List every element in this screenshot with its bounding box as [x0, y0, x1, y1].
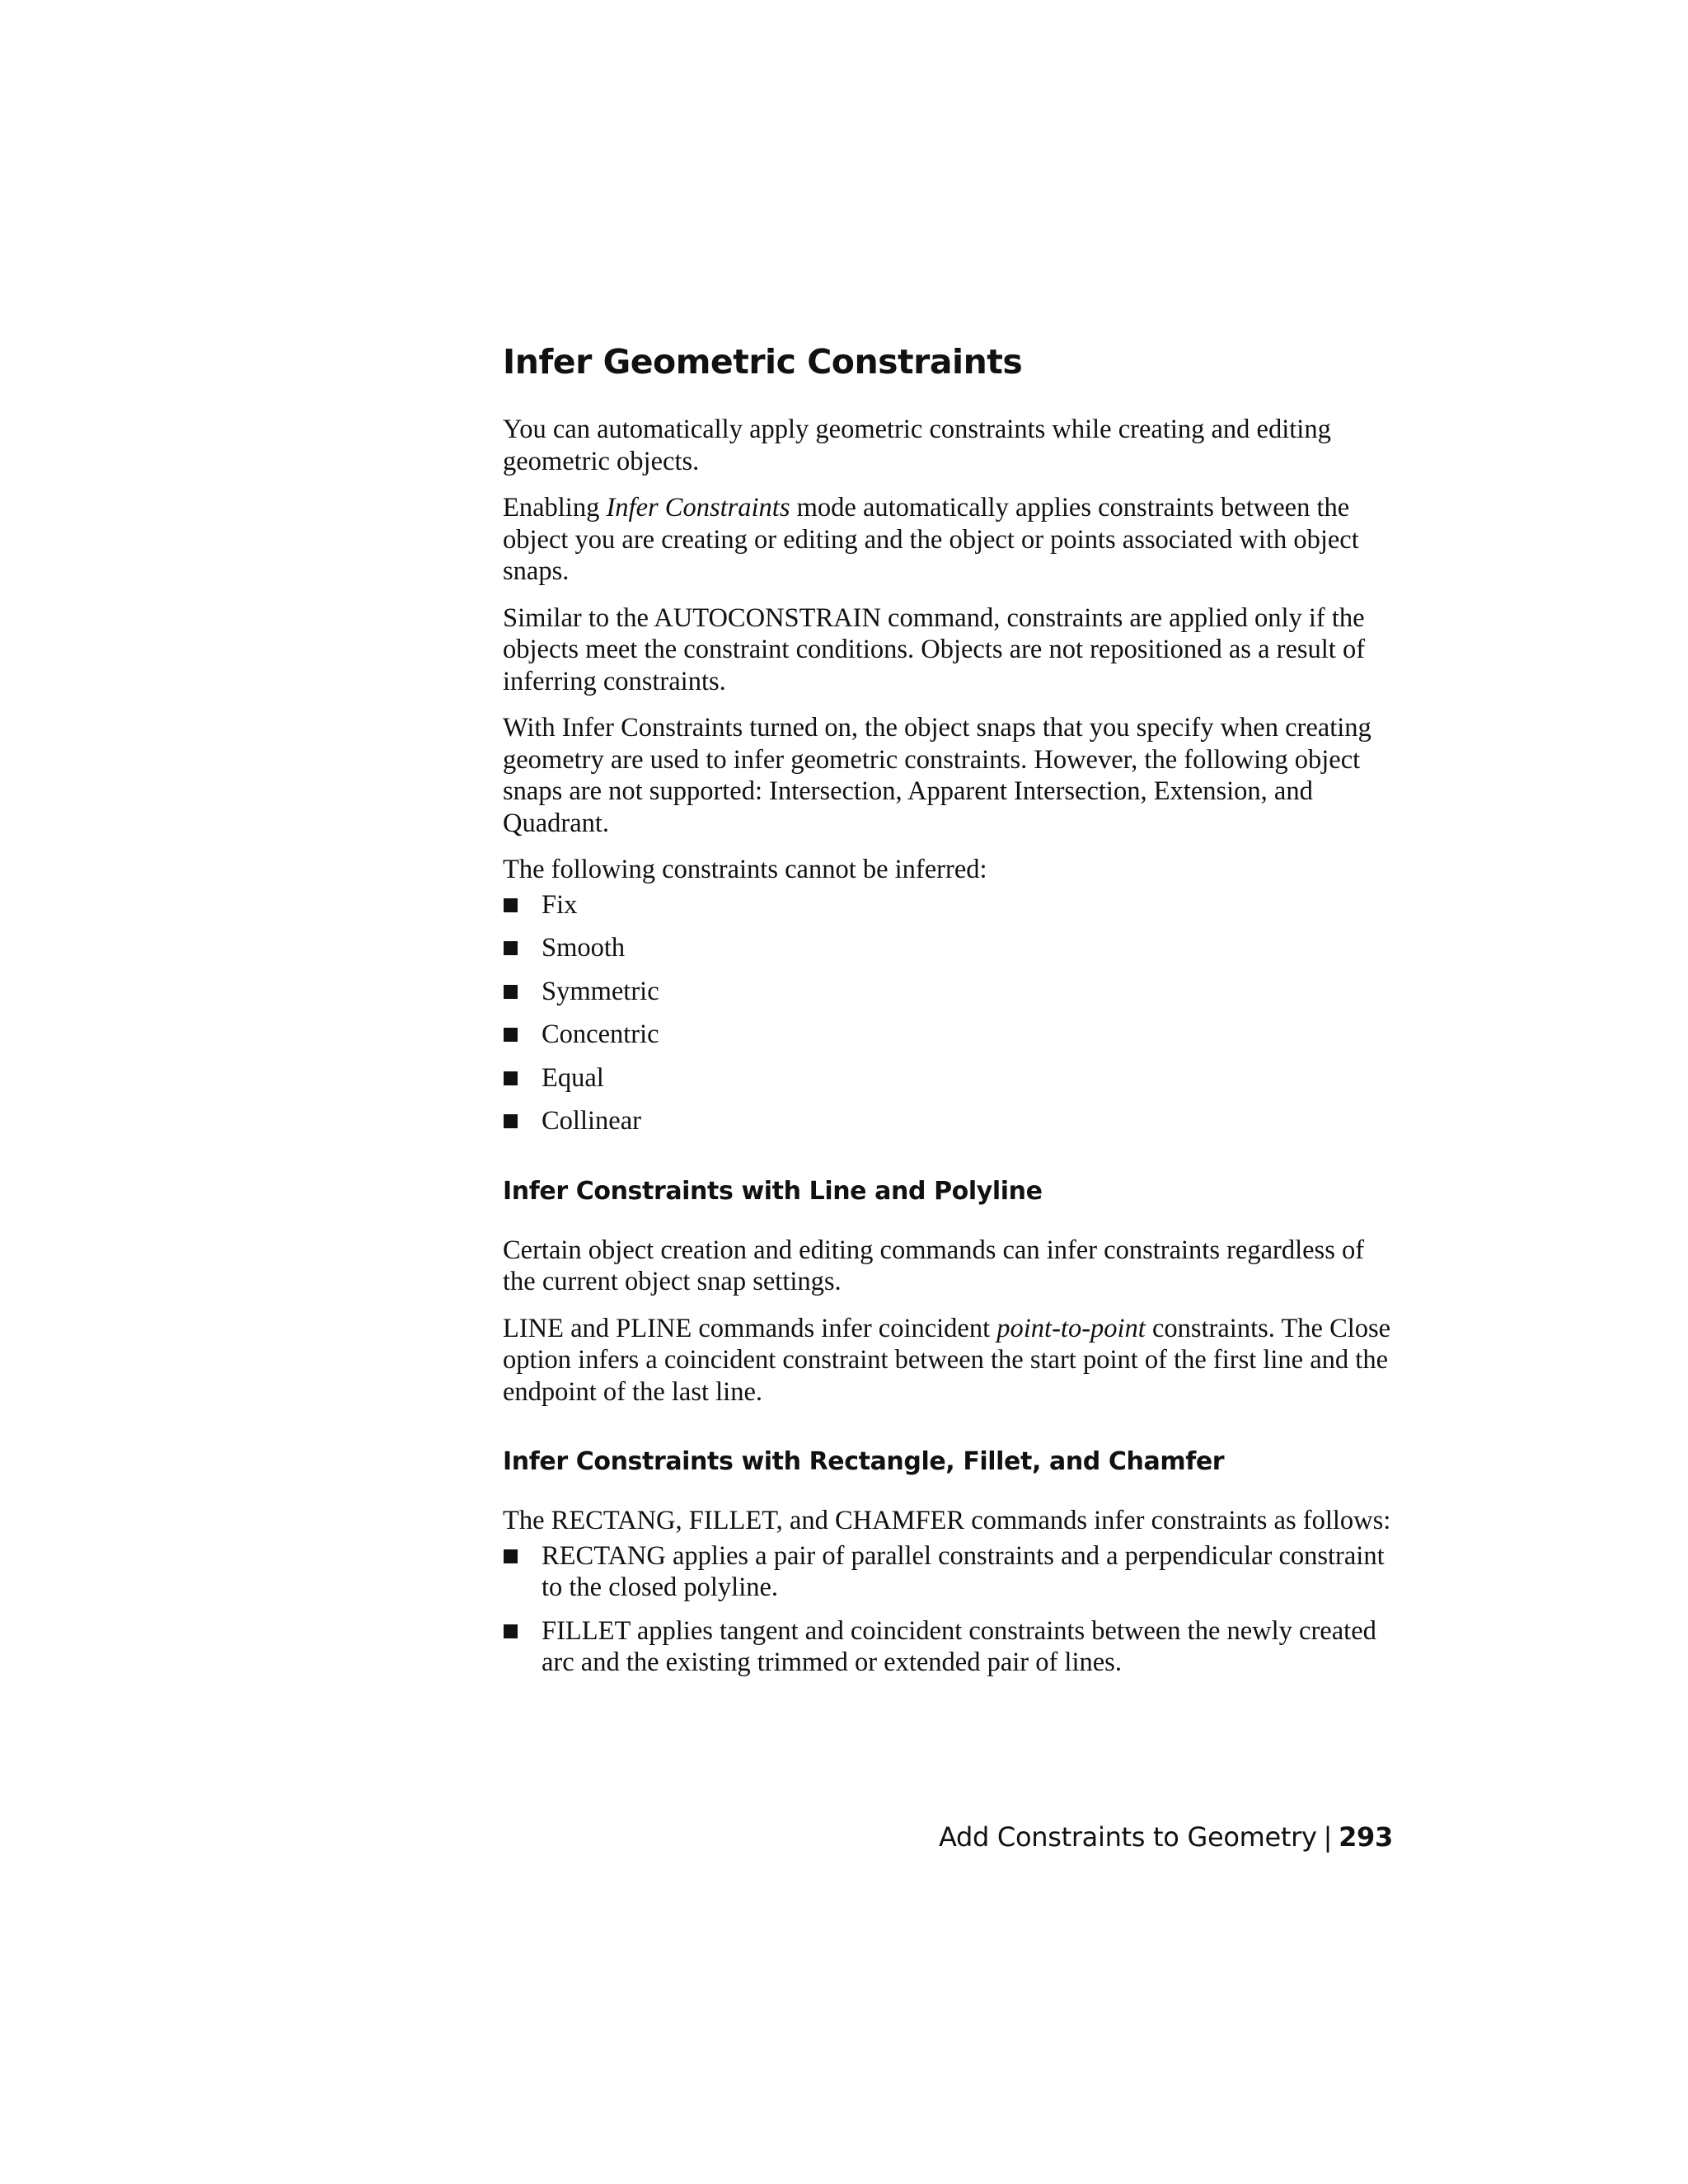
- list-item-text: RECTANG applies a pair of parallel constraints and a perpendicular constraint to the closed polyline.: [542, 1540, 1385, 1603]
- square-bullet-icon: [504, 1549, 518, 1563]
- square-bullet-icon: [504, 941, 518, 955]
- rectangle-fillet-chamfer-subheading: Infer Constraints with Rectangle, Fillet, and Chamfer: [503, 1447, 1225, 1477]
- square-bullet-icon: [504, 1624, 518, 1638]
- autoconstrain-paragraph: Similar to the AUTOCONSTRAIN command, constraints are applied only if the objects meet the constraint conditions. Objects are not repositioned as a result of inferring constraints.: [503, 602, 1366, 696]
- intro-paragraph: You can automatically apply geometric constraints while creating and editing geometric objects.: [503, 415, 1331, 476]
- list-item-text: Equal: [542, 1062, 604, 1093]
- non-inferred-constraints-list: [503, 889, 1393, 1137]
- list-item: [503, 889, 1393, 921]
- square-bullet-icon: [504, 898, 518, 912]
- square-bullet-icon: [504, 1028, 518, 1042]
- line-polyline-paragraph-1: Certain object creation and editing commands can infer constraints regardless of the current object snap settings.: [503, 1235, 1365, 1297]
- list-item: [503, 1105, 1393, 1137]
- list-item-text: Fix: [542, 889, 578, 920]
- line-polyline-subheading: Infer Constraints with Line and Polyline: [503, 1176, 1043, 1206]
- paragraph-text: Enabling: [503, 493, 607, 523]
- command-behavior-list: [503, 1540, 1393, 1679]
- chapter-title: Add Constraints to Geometry: [938, 1821, 1317, 1853]
- page-content: [503, 342, 1393, 1690]
- list-item-text: Collinear: [542, 1106, 641, 1137]
- list-item: [503, 1615, 1393, 1679]
- paragraph-text: constraints. The Close option infers a coincident constraint between the start point of the first line and the endpoint of the last line.: [503, 1313, 1391, 1407]
- square-bullet-icon: [504, 985, 518, 999]
- emphasis-term: Infer Constraints: [606, 493, 790, 523]
- list-item: [503, 1540, 1393, 1604]
- list-item: [503, 976, 1393, 1008]
- list-item-text: FILLET applies tangent and coincident constraints between the newly created arc and the existing trimmed or extended pair of lines.: [542, 1615, 1376, 1678]
- list-item: [503, 1019, 1393, 1051]
- page-number: 293: [1339, 1821, 1393, 1853]
- paragraph-text: LINE and PLINE commands infer coincident: [503, 1313, 997, 1343]
- list-item-text: Symmetric: [542, 976, 659, 1006]
- page-footer: [939, 1821, 1393, 1853]
- list-item-text: Concentric: [542, 1019, 659, 1050]
- list-item: [503, 932, 1393, 964]
- footer-separator: |: [1323, 1821, 1333, 1853]
- emphasis-term: point-to-point: [996, 1313, 1146, 1343]
- list-item: [503, 1062, 1393, 1094]
- list-item-text: Smooth: [542, 933, 626, 963]
- non-inferred-intro: The following constraints cannot be inferred:: [503, 855, 987, 885]
- square-bullet-icon: [504, 1071, 518, 1085]
- section-title: Infer Geometric Constraints: [503, 342, 1023, 382]
- infer-mode-paragraph: [503, 492, 1393, 588]
- square-bullet-icon: [504, 1114, 518, 1128]
- rectang-intro-paragraph: The RECTANG, FILLET, and CHAMFER commands infer constraints as follows:: [503, 1506, 1391, 1536]
- object-snaps-paragraph: With Infer Constraints turned on, the object snaps that you specify when creating geometry are used to infer geometric constraints. However, the following object snaps are not supported: Intersection, Apparent Intersection, Extension, and Quadrant.: [503, 713, 1372, 838]
- paragraph-text: mode automatically applies constraints between the object you are creating or editing and the object or points associated with object snaps.: [503, 493, 1359, 587]
- line-polyline-paragraph-2: [503, 1313, 1393, 1408]
